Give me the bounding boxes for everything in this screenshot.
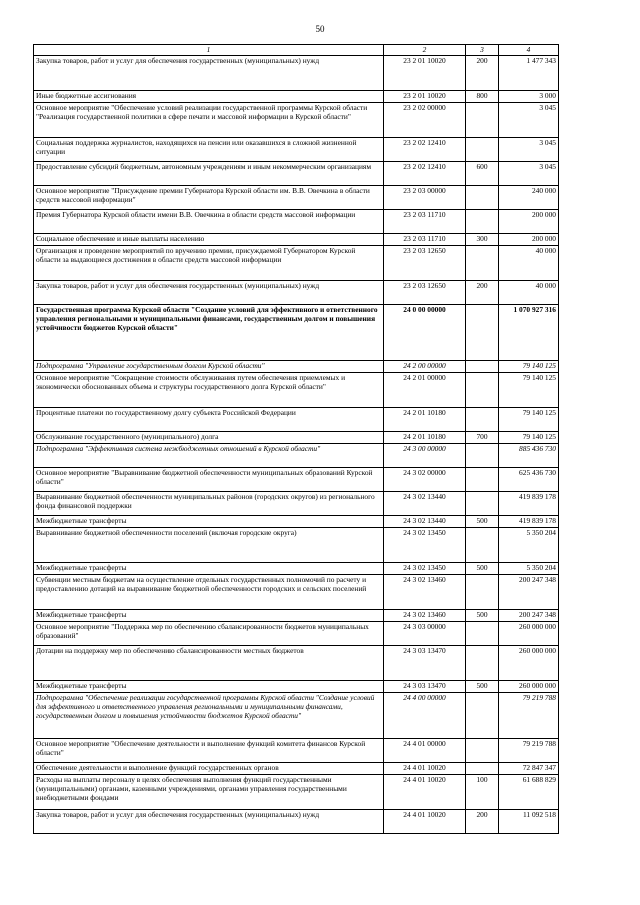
row-expense-type: 500 [466,563,499,575]
row-code: 23 2 03 11710 [384,210,466,234]
page-number: 50 [315,24,325,34]
row-code: 24 4 01 10020 [384,763,466,775]
row-expense-type [466,305,499,361]
row-expense-type [466,373,499,408]
row-code: 24 2 00 00000 [384,361,466,373]
row-expense-type: 200 [466,810,499,834]
row-expense-type: 800 [466,91,499,103]
row-name: Закупка товаров, работ и услуг для обеспечения государственных (муниципальных) нужд [34,56,384,91]
table-row [34,492,559,516]
table-row [34,210,559,234]
row-name: Закупка товаров, работ и услуг для обеспечения государственных (муниципальных) нужд [34,281,384,305]
row-name: Социальное обеспечение и иные выплаты населению [34,234,384,246]
row-expense-type: 200 [466,281,499,305]
row-expense-type: 100 [466,775,499,810]
row-code: 24 3 02 13460 [384,610,466,622]
row-name: Закупка товаров, работ и услуг для обеспечения государственных (муниципальных) нужд [34,810,384,834]
row-name: Основное мероприятие "Сокращение стоимости обслуживания путем обеспечения приемлемых и экономически обоснованных объема и структуры государственного долга Курской области" [34,373,384,408]
table-row [34,234,559,246]
row-amount: 5 350 204 [499,528,559,563]
budget-table [33,44,559,834]
row-code: 24 3 02 13450 [384,528,466,563]
row-name: Обеспечение деятельности и выполнение функций государственных органов [34,763,384,775]
row-code: 24 3 02 13450 [384,563,466,575]
row-name: Подпрограмма "Управление государственным долгом Курской области" [34,361,384,373]
row-code: 24 4 00 00000 [384,693,466,739]
row-name: Основное мероприятие "Обеспечение условий реализации государственной программы Курской области "Реализация государственной политики в сфере печати и массовой информации в Курской области" [34,103,384,138]
table-row [34,186,559,210]
row-code: 24 3 02 13440 [384,492,466,516]
table-row [34,305,559,361]
row-code: 24 0 00 00000 [384,305,466,361]
table-row [34,622,559,646]
row-code: 24 4 01 00000 [384,739,466,763]
row-amount: 79 140 125 [499,373,559,408]
column-header: 2 [384,45,466,56]
row-amount: 11 092 518 [499,810,559,834]
row-expense-type: 500 [466,681,499,693]
table-row [34,739,559,763]
row-name: Организация и проведение мероприятий по вручению премии, присуждаемой Губернатором Курской области за выдающиеся достижения в области средств массовой информации [34,246,384,281]
table-row [34,373,559,408]
row-expense-type: 300 [466,234,499,246]
row-code: 23 2 03 12650 [384,246,466,281]
table-header-row [34,45,559,56]
row-code: 24 2 01 00000 [384,373,466,408]
row-amount: 61 688 829 [499,775,559,810]
table-row [34,563,559,575]
row-expense-type [466,575,499,610]
row-amount: 200 247 348 [499,575,559,610]
row-code: 23 2 02 12410 [384,162,466,186]
table-row [34,528,559,563]
table-row [34,575,559,610]
row-amount: 3 000 [499,91,559,103]
row-amount: 260 000 000 [499,646,559,681]
row-amount: 79 219 788 [499,739,559,763]
row-name: Иные бюджетные ассигнования [34,91,384,103]
table-row [34,91,559,103]
row-name: Расходы на выплаты персоналу в целях обеспечения выполнения функций государственными (муниципальными) органами, казенными учреждениями, органами управления государственными внебюджетными фондами [34,775,384,810]
row-amount: 79 140 125 [499,408,559,432]
row-code: 23 2 02 00000 [384,103,466,138]
table-row [34,693,559,739]
row-name: Подпрограмма "Обеспечение реализации государственной программы Курской области "Создание условий для эффективного и ответственного управления региональными и муниципальными финансами, государственным долгом и повышения устойчивости бюджетов Курской области" [34,693,384,739]
row-expense-type [466,246,499,281]
column-header: 1 [34,45,384,56]
row-name: Премия Губернатора Курской области имени В.В. Овечкина в области средств массовой информации [34,210,384,234]
table-row [34,162,559,186]
row-amount: 1 477 343 [499,56,559,91]
row-code: 24 3 02 13440 [384,516,466,528]
column-header: 3 [466,45,499,56]
row-name: Межбюджетные трансферты [34,563,384,575]
row-amount: 79 219 788 [499,693,559,739]
row-amount: 419 839 178 [499,492,559,516]
row-code: 23 2 03 00000 [384,186,466,210]
row-expense-type [466,361,499,373]
row-name: Основное мероприятие "Выравнивание бюджетной обеспеченности муниципальных образований Курской области" [34,468,384,492]
row-name: Субвенции местным бюджетам на осуществление отдельных государственных полномочий по расчету и предоставлению дотаций на выравнивание бюджетной обеспеченности городских и сельских поселений [34,575,384,610]
row-name: Государственная программа Курской области "Создание условий для эффективного и ответственного управления региональными и муниципальными финансами, государственным долгом и повышения устойчивости бюджетов Курской области" [34,305,384,361]
row-expense-type [466,103,499,138]
table-row [34,103,559,138]
row-expense-type: 600 [466,162,499,186]
row-name: Обслуживание государственного (муниципального) долга [34,432,384,444]
row-name: Основное мероприятие "Присуждение премии Губернатора Курской области им. В.В. Овечкина в области средств массовой информации" [34,186,384,210]
row-amount: 260 000 000 [499,622,559,646]
row-name: Основное мероприятие "Обеспечение деятельности и выполнение функций комитета финансов Курской области" [34,739,384,763]
row-amount: 72 847 347 [499,763,559,775]
table-row [34,408,559,432]
row-code: 24 3 02 00000 [384,468,466,492]
row-expense-type [466,138,499,162]
row-code: 24 3 03 13470 [384,681,466,693]
row-expense-type [466,444,499,468]
table-row [34,516,559,528]
row-amount: 200 000 [499,210,559,234]
row-expense-type [466,739,499,763]
row-name: Межбюджетные трансферты [34,610,384,622]
row-expense-type [466,622,499,646]
row-amount: 885 436 730 [499,444,559,468]
row-code: 23 2 03 11710 [384,234,466,246]
table-row [34,763,559,775]
table-row [34,681,559,693]
row-name: Предоставление субсидий бюджетным, автономным учреждениям и иным некоммерческим организациям [34,162,384,186]
row-code: 24 3 03 13470 [384,646,466,681]
table-row [34,468,559,492]
table-row [34,56,559,91]
row-expense-type: 500 [466,516,499,528]
row-amount: 3 045 [499,138,559,162]
table-row [34,138,559,162]
row-amount: 1 070 927 316 [499,305,559,361]
row-code: 24 4 01 10020 [384,775,466,810]
row-code: 24 2 01 10180 [384,432,466,444]
table-row [34,646,559,681]
row-amount: 3 045 [499,103,559,138]
row-expense-type [466,528,499,563]
row-expense-type: 700 [466,432,499,444]
table-row [34,432,559,444]
row-amount: 5 350 204 [499,563,559,575]
row-amount: 40 000 [499,246,559,281]
table-row [34,281,559,305]
row-name: Выравнивание бюджетной обеспеченности муниципальных районов (городских округов) из регионального фонда финансовой поддержки [34,492,384,516]
table-row [34,810,559,834]
row-expense-type [466,468,499,492]
row-code: 24 3 02 13460 [384,575,466,610]
table-row [34,246,559,281]
row-expense-type [466,186,499,210]
row-amount: 79 140 125 [499,361,559,373]
row-expense-type: 200 [466,56,499,91]
row-name: Социальная поддержка журналистов, находящихся на пенсии или оказавшихся в сложной жизненной ситуации [34,138,384,162]
row-code: 24 4 01 10020 [384,810,466,834]
row-expense-type [466,492,499,516]
row-amount: 200 247 348 [499,610,559,622]
row-code: 23 2 01 10020 [384,91,466,103]
row-code: 23 2 02 12410 [384,138,466,162]
row-code: 24 3 00 00000 [384,444,466,468]
table-row [34,610,559,622]
row-amount: 240 000 [499,186,559,210]
table-row [34,361,559,373]
row-name: Основное мероприятие "Поддержка мер по обеспечению сбалансированности бюджетов муниципальных образований" [34,622,384,646]
row-expense-type [466,646,499,681]
table-row [34,444,559,468]
row-amount: 419 839 178 [499,516,559,528]
row-name: Процентные платежи по государственному долгу субъекта Российской Федерации [34,408,384,432]
row-amount: 260 000 000 [499,681,559,693]
column-header: 4 [499,45,559,56]
row-name: Межбюджетные трансферты [34,681,384,693]
row-amount: 3 045 [499,162,559,186]
row-code: 24 3 03 00000 [384,622,466,646]
row-name: Выравнивание бюджетной обеспеченности поселений (включая городские округа) [34,528,384,563]
row-code: 23 2 03 12650 [384,281,466,305]
row-amount: 79 140 125 [499,432,559,444]
row-code: 24 2 01 10180 [384,408,466,432]
row-expense-type [466,408,499,432]
row-code: 23 2 01 10020 [384,56,466,91]
table-row [34,775,559,810]
row-amount: 40 000 [499,281,559,305]
row-amount: 625 436 730 [499,468,559,492]
row-expense-type [466,763,499,775]
row-name: Межбюджетные трансферты [34,516,384,528]
row-expense-type [466,693,499,739]
row-name: Дотации на поддержку мер по обеспечению сбалансированности местных бюджетов [34,646,384,681]
row-expense-type: 500 [466,610,499,622]
row-name: Подпрограмма "Эффективная система межбюджетных отношений в Курской области" [34,444,384,468]
row-amount: 200 000 [499,234,559,246]
row-expense-type [466,210,499,234]
